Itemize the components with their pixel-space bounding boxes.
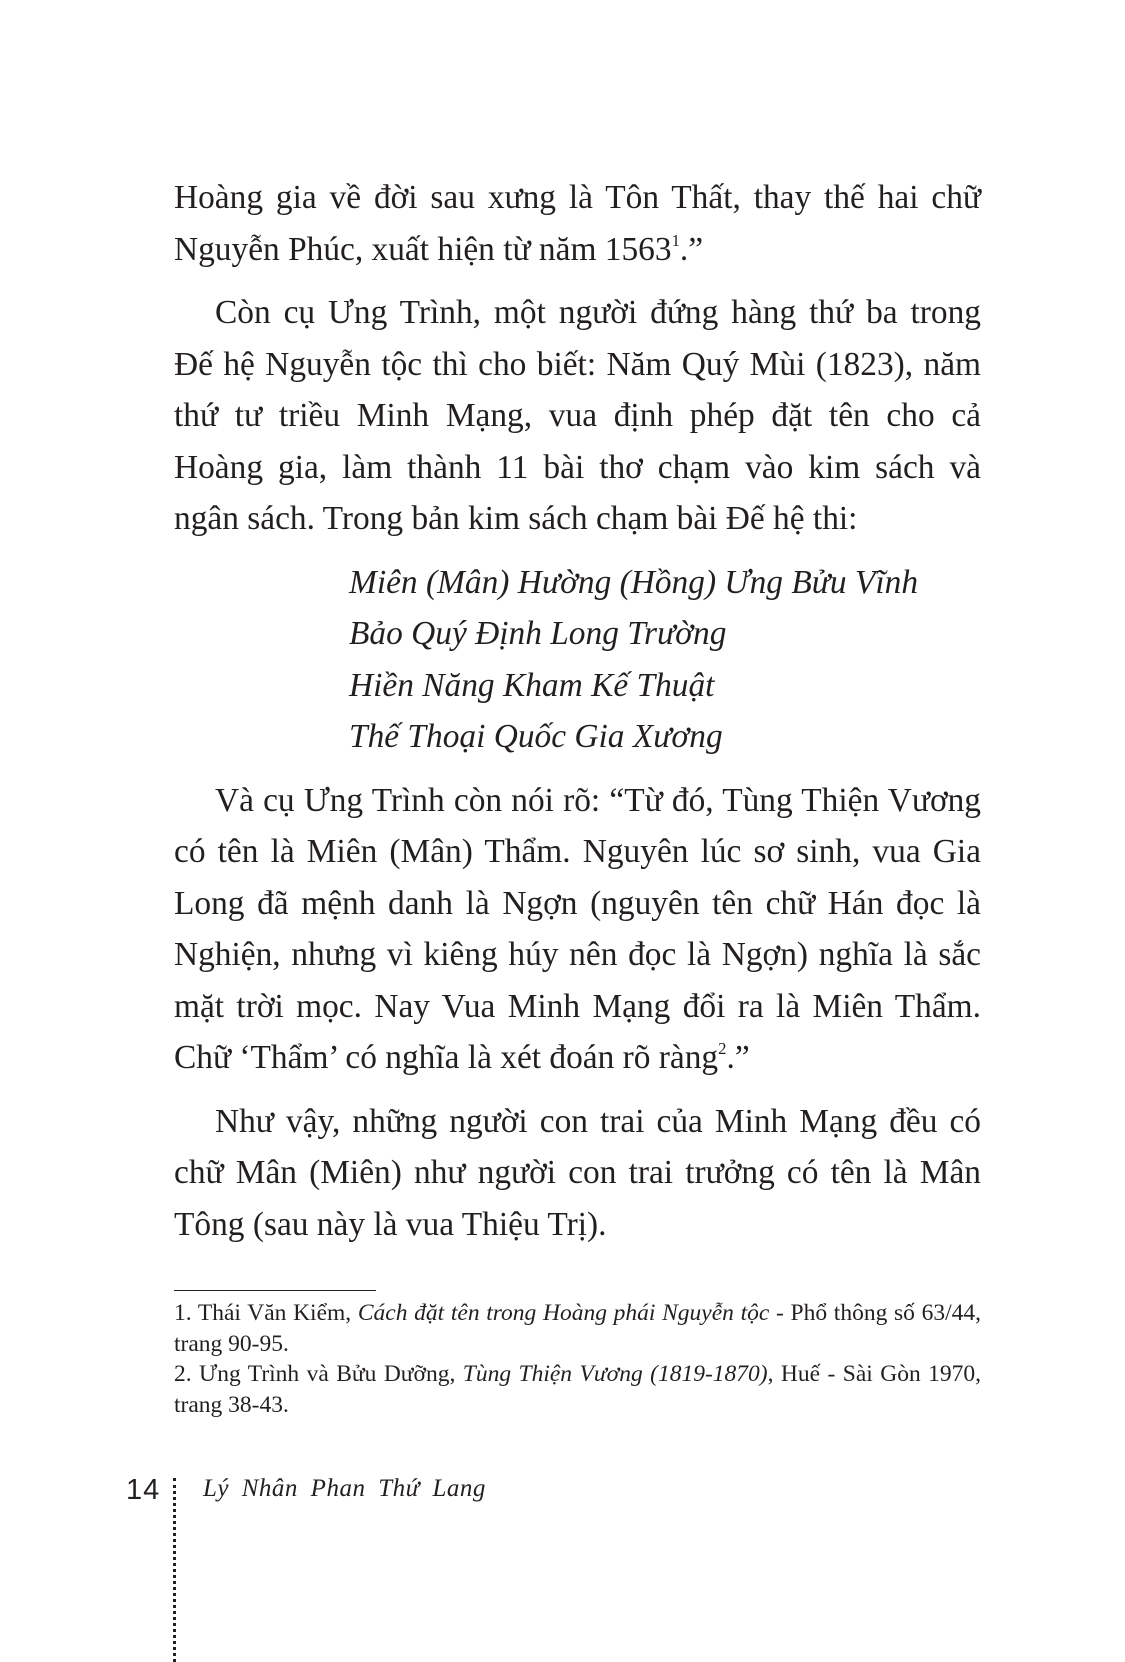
poem-line: Hiền Năng Kham Kế Thuật [349,666,715,704]
footnote-1-suffix: - Phổ thông số 63/44, trang 90-95. [174,1300,982,1357]
footnote-2 [174,1359,981,1420]
footnote-divider [174,1290,376,1291]
body-text [174,172,981,1250]
paragraph-2: Còn cụ Ưng Trình, một người đứng hàng thứ ba trong Đế hệ Nguyễn tộc thì cho biết: Năm Quý Mùi (1823), năm thứ tư triều Minh Mạng, vua định phép đặt tên cho cả Hoàng gia, làm thành 11 bài thơ chạm vào kim sách và ngân sách. Trong bản kim sách chạm bài Đế hệ thi: [174,294,981,537]
paragraph-3-end: .” [726,1039,750,1076]
footnote-1-title: Cách đặt tên trong Hoàng phái Nguyễn tộc [357,1300,770,1326]
footnote-ref-2: 2 [718,1038,727,1058]
poem-line: Thế Thoại Quốc Gia Xương [349,718,723,755]
footnote-2-prefix: 2. Ưng Trình và Bửu Dưỡng, [174,1361,463,1387]
poem [349,557,981,763]
footnote-2-suffix: , Huế - Sài Gòn 1970, trang 38-43. [174,1361,981,1418]
dotted-margin-line [173,1478,176,1662]
paragraph-1-text: Hoàng gia về đời sau xưng là Tôn Thất, thay thế hai chữ Nguyễn Phúc, xuất hiện từ năm 1563 [174,179,981,268]
poem-line: Miên (Mân) Hường (Hồng) Ưng Bửu Vĩnh [349,563,919,601]
footnotes [174,1298,981,1420]
paragraph-3 [174,775,981,1084]
page-number: 14 [126,1474,161,1506]
running-footer-author: Lý Nhân Phan Thứ Lang [203,1475,486,1502]
footnote-2-title: Tùng Thiện Vương (1819-1870) [462,1361,768,1387]
paragraph-1 [174,172,981,275]
footnote-ref-1: 1 [671,230,680,250]
paragraph-3-text: Và cụ Ưng Trình còn nói rõ: “Từ đó, Tùng Thiện Vương có tên là Miên (Mân) Thẩm. Nguyên lúc sơ sinh, vua Gia Long đã mệnh danh là Ngợn (nguyên tên chữ Hán đọc là Nghiện, nhưng vì kiêng húy nên đọc là Ngợn) nghĩa là sắc mặt trời mọc. Nay Vua Minh Mạng đổi ra là Miên Thẩm. Chữ ‘Thẩm’ có nghĩa là xét đoán rõ ràng [174,781,981,1076]
paragraph-1-end: .” [679,230,704,268]
footnote-1-prefix: 1. Thái Văn Kiểm, [174,1300,358,1326]
paragraph-4: Như vậy, những người con trai của Minh Mạng đều có chữ Mân (Miên) như người con trai trưởng có tên là Mân Tông (sau này là vua Thiệu Trị). [174,1102,981,1243]
footnote-1 [174,1298,981,1359]
poem-line: Bảo Quý Định Long Trường [349,615,727,652]
